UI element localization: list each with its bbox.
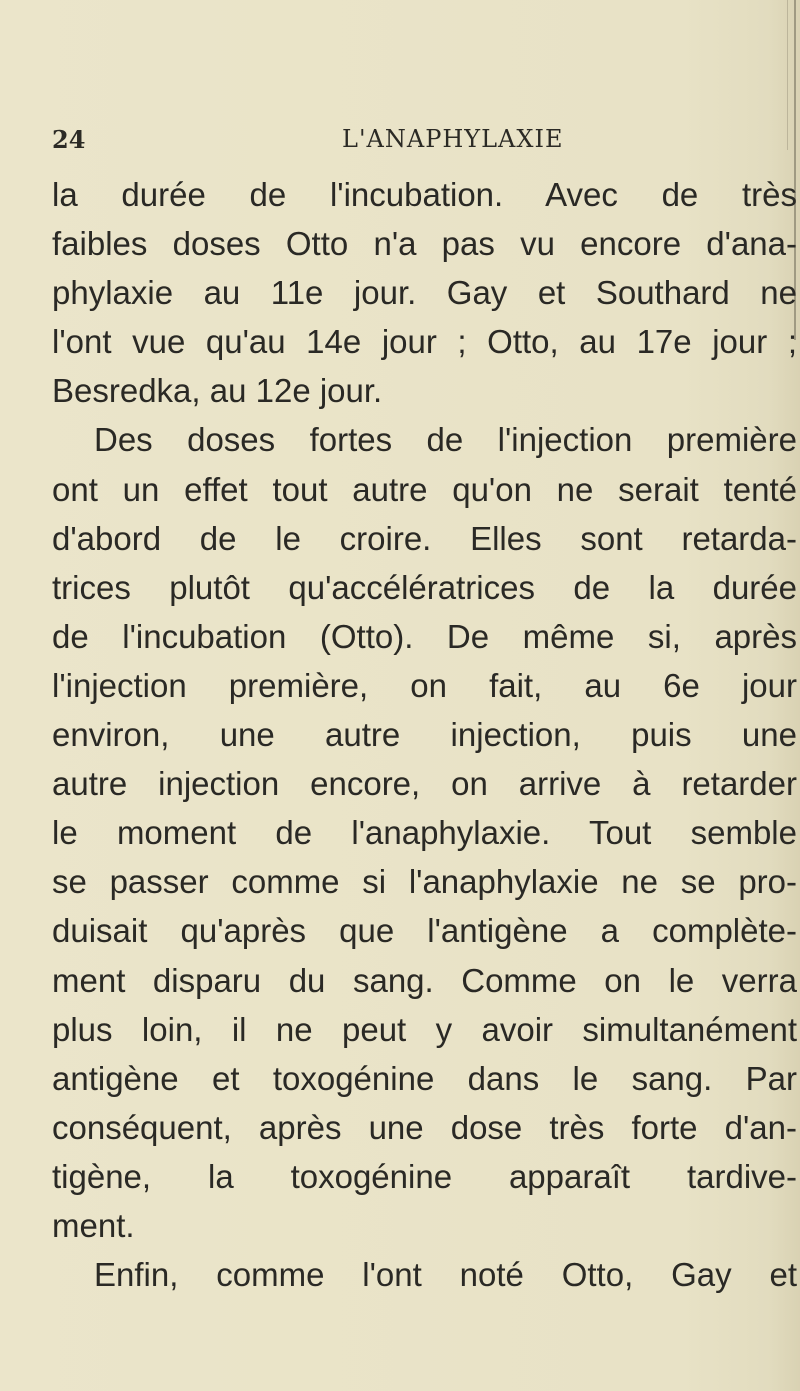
text-line: l'ont vue qu'au 14e jour ; Otto, au 17e jour ; xyxy=(52,323,797,361)
text-line: d'abord de le croire. Elles sont retarda- xyxy=(52,519,797,557)
text-line: Des doses fortes de l'injection première xyxy=(94,421,797,459)
text-line: conséquent, après une dose très forte d'an- xyxy=(52,1108,797,1146)
text-line: duisait qu'après que l'antigène a complète- xyxy=(52,912,797,950)
text-line: Besredka, au 12e jour. xyxy=(52,372,383,410)
text-line: la durée de l'incubation. Avec de très xyxy=(52,176,797,213)
text-line: faibles doses Otto n'a pas vu encore d'ana- xyxy=(52,225,797,263)
running-header xyxy=(52,125,797,159)
page-number: 24 xyxy=(52,125,86,154)
text-line: ment. xyxy=(52,1206,135,1244)
text-line: de l'incubation (Otto). De même si, après xyxy=(52,617,797,655)
text-line: environ, une autre injection, puis une xyxy=(52,716,797,754)
text-line: trices plutôt qu'accélératrices de la durée xyxy=(52,568,797,606)
text-line: plus loin, il ne peut y avoir simultanément xyxy=(52,1010,797,1048)
text-line: le moment de l'anaphylaxie. Tout semble xyxy=(52,814,797,852)
text-line: phylaxie au 11e jour. Gay et Southard ne xyxy=(52,274,797,312)
body-text xyxy=(52,170,797,1299)
text-line: se passer comme si l'anaphylaxie ne se pro- xyxy=(52,863,797,901)
text-line: autre injection encore, on arrive à retarder xyxy=(52,765,797,803)
text-line: l'injection première, on fait, au 6e jour xyxy=(52,666,797,704)
text-line: tigène, la toxogénine apparaît tardive- xyxy=(52,1157,797,1195)
text-line: ont un effet tout autre qu'on ne serait tenté xyxy=(52,470,797,508)
running-title: L'ANAPHYLAXIE xyxy=(342,125,564,153)
text-line: ment disparu du sang. Comme on le verra xyxy=(52,961,797,999)
text-line: Enfin, comme l'ont noté Otto, Gay et xyxy=(94,1256,797,1294)
text-line: antigène et toxogénine dans le sang. Par xyxy=(52,1059,797,1097)
